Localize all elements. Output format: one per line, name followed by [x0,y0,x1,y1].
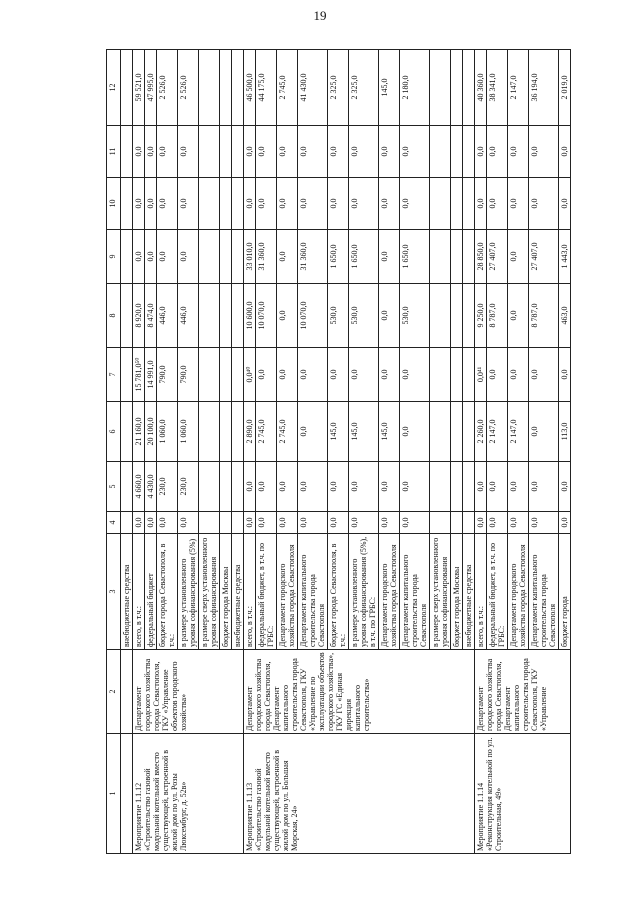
value-cell [451,230,463,284]
value-cell: 0,0 [133,126,145,178]
value-cell [199,402,220,462]
value-cell: 0,0 [487,512,508,534]
column-header: 11 [107,126,121,178]
value-cell: 1 060,0 [178,402,199,462]
value-cell: 0,0 [145,230,157,284]
column-header: 3 [107,534,121,650]
value-cell [199,462,220,512]
value-cell: 0,0 [244,462,256,512]
funding-source-cell: бюджет города Севастополя, в т.ч.: [328,534,349,650]
value-cell: 0,0 [400,402,430,462]
funding-source-cell: бюджет города Москвы [451,534,463,650]
value-cell [232,402,244,462]
value-cell [232,348,244,402]
value-cell [220,402,232,462]
value-cell: 27 407,0 [529,230,559,284]
value-cell: 0,0 [277,178,298,230]
value-cell [199,348,220,402]
value-cell: 2 147,0 [508,402,529,462]
value-cell [232,178,244,230]
value-cell: 2 526,0 [178,50,199,126]
value-cell: 0,0 [400,178,430,230]
value-cell: 0,0 [256,512,277,534]
empty-cell [121,178,133,230]
value-cell: 0,0 [349,462,379,512]
funding-source-cell: всего, в т.ч.: [244,534,256,650]
funding-source-cell: внебюджетные средства [232,534,244,650]
value-cell [430,512,451,534]
value-cell: 1 060,0 [157,402,178,462]
value-cell: 0,0 [277,512,298,534]
value-cell [430,126,451,178]
value-cell: 14 991,0 [145,348,157,402]
budget-table [106,49,571,854]
value-cell: 0,0 [349,512,379,534]
value-cell: 0,0 [298,402,328,462]
funding-source-cell: всего, в т.ч.: [133,534,145,650]
value-cell: 0,0 [328,348,349,402]
value-cell: 113,0 [559,402,571,462]
value-cell: 41 430,0 [298,50,328,126]
value-cell: 0,0 [298,178,328,230]
value-cell: 0,0 [244,178,256,230]
value-cell: 21 160,0 [133,402,145,462]
empty-cell [121,284,133,348]
value-cell: 0,0 [487,126,508,178]
value-cell: 59 521,0 [133,50,145,126]
value-cell: 0,0 [145,512,157,534]
value-cell [232,230,244,284]
executor-cell: Департамент городского хозяйства города Севастополя, Департамент капитального строительства города Севастополя, ГКУ «Управление [475,650,571,734]
empty-cell [121,512,133,534]
value-cell: 2 325,0 [349,50,379,126]
funding-source-cell: федеральный бюджет, в т.ч. по ГРБС: [487,534,508,650]
value-cell: 0,0 [178,178,199,230]
value-cell: 15 781,0⁵⁰ [133,348,145,402]
value-cell [451,178,463,230]
value-cell [451,512,463,534]
value-cell: 0,0 [475,462,487,512]
column-header: 9 [107,230,121,284]
value-cell [463,402,475,462]
value-cell: 0,0 [529,178,559,230]
value-cell [232,50,244,126]
value-cell: 0,0 [508,284,529,348]
value-cell: 2 745,0 [277,402,298,462]
value-cell: 20 100,0 [145,402,157,462]
value-cell: 0,0 [157,512,178,534]
value-cell [232,284,244,348]
column-header: 8 [107,284,121,348]
funding-source-cell: Департамент городского хозяйства города Севастополя [379,534,400,650]
value-cell [220,178,232,230]
value-cell: 0,0 [400,126,430,178]
column-header: 1 [107,734,121,854]
value-cell [430,50,451,126]
value-cell [220,50,232,126]
funding-source-cell: внебюджетные средства [463,534,475,650]
value-cell: 0,0 [379,348,400,402]
funding-source-cell: федеральный бюджет [145,534,157,650]
value-cell: 0,0 [487,178,508,230]
value-cell [451,50,463,126]
continuation-row [121,50,133,854]
value-cell: 0,0 [349,348,379,402]
value-cell: 0,0 [133,512,145,534]
value-cell [451,126,463,178]
empty-cell [121,650,133,734]
funding-source-cell: федеральный бюджет, в т.ч. по ГРБС: [256,534,277,650]
value-cell: 10 070,0 [298,284,328,348]
empty-cell [121,462,133,512]
empty-cell [121,126,133,178]
value-cell: 0,0 [157,178,178,230]
column-header: 4 [107,512,121,534]
value-cell [220,462,232,512]
value-cell: 530,0 [349,284,379,348]
value-cell [463,512,475,534]
value-cell: 0,0 [508,462,529,512]
value-cell [463,348,475,402]
value-cell [199,50,220,126]
value-cell: 2 260,0 [475,402,487,462]
value-cell: 2 890,0 [244,402,256,462]
budget-table-region [106,50,569,854]
value-cell: 0,0 [379,462,400,512]
value-cell: 0,0 [157,230,178,284]
value-cell: 0,0 [178,512,199,534]
value-cell: 0,0 [244,126,256,178]
value-cell [451,284,463,348]
value-cell: 446,0 [157,284,178,348]
value-cell: 0,0 [349,178,379,230]
value-cell: 0,0 [379,284,400,348]
value-cell: 0,0 [379,126,400,178]
value-cell: 0,0 [508,230,529,284]
value-cell [463,126,475,178]
value-cell [232,512,244,534]
value-cell [430,178,451,230]
funding-source-cell: бюджет города Москвы [220,534,232,650]
value-cell: 40 360,0 [475,50,487,126]
value-cell: 10 070,0 [256,284,277,348]
column-header: 12 [107,50,121,126]
value-cell: 0,0 [508,126,529,178]
funding-source-cell: бюджет города [559,534,571,650]
value-cell: 0,0 [328,178,349,230]
value-cell: 0,0 [379,178,400,230]
value-cell: 145,0 [328,402,349,462]
value-cell: 790,0 [178,348,199,402]
value-cell [220,230,232,284]
value-cell [220,126,232,178]
value-cell [463,284,475,348]
funding-source-cell: Департамент капитального строительства города Севастополя [400,534,430,650]
value-cell: 0,0 [298,126,328,178]
value-cell: 0,0 [133,178,145,230]
value-cell: 0,0 [328,512,349,534]
value-cell: 0,0 [508,348,529,402]
value-cell: 0,0 [298,462,328,512]
value-cell: 1 650,0 [400,230,430,284]
value-cell: 8 787,0 [529,284,559,348]
value-cell: 0,0 [256,348,277,402]
value-cell: 0,0 [145,178,157,230]
value-cell [232,462,244,512]
value-cell: 31 360,0 [256,230,277,284]
value-cell: 0,0⁴⁰ [244,348,256,402]
value-cell [451,348,463,402]
value-cell: 0,0 [244,512,256,534]
value-cell: 530,0 [400,284,430,348]
value-cell: 8 474,0 [145,284,157,348]
value-cell [199,230,220,284]
funding-source-cell: в размере установленного уровня софинансирования (5%) [178,534,199,650]
value-cell: 46 500,0 [244,50,256,126]
value-cell: 2 019,0 [559,50,571,126]
value-cell: 47 995,0 [145,50,157,126]
value-cell: 38 341,0 [487,50,508,126]
value-cell: 0,0 [475,178,487,230]
value-cell: 31 360,0 [298,230,328,284]
column-header: 10 [107,178,121,230]
measure-name-cell: Мероприятие 1.1.12 «Строительство газовой модульной котельной вместо существующей, встроенной в жилой дом по ул. Розы Люксембург, д. 52в» [133,734,244,854]
empty-cell [121,230,133,284]
value-cell: 9 250,0 [475,284,487,348]
table-row [244,50,256,854]
value-cell: 0,0 [379,230,400,284]
value-cell: 2 147,0 [508,50,529,126]
rotated-table-container [106,50,569,854]
value-cell: 0,0 [277,126,298,178]
value-cell: 0,0 [400,512,430,534]
value-cell: 0,0 [508,178,529,230]
empty-cell [121,50,133,126]
value-cell: 0,0 [529,462,559,512]
value-cell: 44 175,0 [256,50,277,126]
value-cell: 0,0 [157,126,178,178]
funding-source-cell: бюджет города Севастополя, в т.ч.: [157,534,178,650]
table-row [133,50,145,854]
funding-source-cell: в размере установленного уровня софинансирования (5%), в т.ч. по ГРБС: [349,534,379,650]
value-cell: 0,0 [559,178,571,230]
value-cell: 463,0 [559,284,571,348]
column-header: 6 [107,402,121,462]
value-cell: 2 147,0 [487,402,508,462]
funding-source-cell: в размере сверх установленного уровня софинансирования [430,534,451,650]
value-cell [451,402,463,462]
value-cell: 0,0 [277,462,298,512]
table-row [475,50,487,854]
value-cell [430,284,451,348]
funding-source-cell: Департамент городского хозяйства города Севастополя [277,534,298,650]
value-cell: 530,0 [328,284,349,348]
value-cell: 0,0 [529,126,559,178]
value-cell: 145,0 [379,402,400,462]
funding-source-cell: всего, в т.ч.: [475,534,487,650]
funding-source-cell: Департамент капитального строительства города Севастополя [298,534,328,650]
value-cell: 0,0 [529,512,559,534]
value-cell [220,284,232,348]
value-cell: 0,0 [379,512,400,534]
value-cell: 0,0 [559,462,571,512]
empty-cell [121,734,133,854]
value-cell: 8 787,0 [487,284,508,348]
value-cell [451,462,463,512]
value-cell: 1 650,0 [349,230,379,284]
value-cell [220,348,232,402]
value-cell [199,126,220,178]
value-cell: 230,0 [178,462,199,512]
value-cell: 4 660,0 [133,462,145,512]
page-number: 19 [313,8,327,23]
column-header: 2 [107,650,121,734]
value-cell [232,126,244,178]
value-cell: 0,0⁴¹ [475,348,487,402]
value-cell: 2 745,0 [256,402,277,462]
column-header: 5 [107,462,121,512]
value-cell: 0,0 [559,512,571,534]
value-cell: 0,0 [133,230,145,284]
value-cell: 0,0 [529,402,559,462]
value-cell: 0,0 [277,348,298,402]
value-cell: 0,0 [559,348,571,402]
source-cell: внебюджетные средства [121,534,133,650]
value-cell: 4 430,0 [145,462,157,512]
value-cell [430,462,451,512]
value-cell: 0,0 [475,126,487,178]
value-cell [199,512,220,534]
value-cell: 2 325,0 [328,50,349,126]
funding-source-cell: Департамент капитального строительства города Севастополя [529,534,559,650]
value-cell: 0,0 [508,512,529,534]
funding-source-cell: Департамент городского хозяйства города Севастополя [508,534,529,650]
value-cell: 145,0 [379,50,400,126]
value-cell: 230,0 [157,462,178,512]
value-cell: 790,0 [157,348,178,402]
funding-source-cell: в размере сверх установленного уровня софинансирования [199,534,220,650]
value-cell: 2 526,0 [157,50,178,126]
value-cell: 145,0 [349,402,379,462]
value-cell: 0,0 [349,126,379,178]
value-cell [463,50,475,126]
value-cell: 0,0 [400,348,430,402]
value-cell: 1 443,0 [559,230,571,284]
value-cell: 0,0 [328,126,349,178]
value-cell: 0,0 [487,462,508,512]
value-cell [199,178,220,230]
value-cell [430,402,451,462]
value-cell [199,284,220,348]
measure-name-cell: Мероприятие 1.1.13 «Строительство газовой модульной котельной вместо существующей, встроенной в жилой дом по ул. Большая Морская, 24» [244,734,475,854]
value-cell [220,512,232,534]
value-cell: 0,0 [328,462,349,512]
executor-cell: Департамент городского хозяйства города Севастополя, Департамент капитального строительства города Севастополя, ГКУ «Управление по эксплуатации объектов городского хозяйства», ГКУ ГС «Единая дирекция капитального строительства» [244,650,475,734]
value-cell: 0,0 [400,462,430,512]
empty-cell [121,348,133,402]
value-cell: 2 180,0 [400,50,430,126]
value-cell: 0,0 [475,512,487,534]
value-cell [430,230,451,284]
value-cell [463,178,475,230]
value-cell: 10 600,0 [244,284,256,348]
value-cell: 2 745,0 [277,50,298,126]
value-cell: 0,0 [145,126,157,178]
value-cell [430,348,451,402]
value-cell: 0,0 [256,126,277,178]
value-cell: 0,0 [277,284,298,348]
value-cell: 8 920,0 [133,284,145,348]
value-cell: 0,0 [298,348,328,402]
value-cell: 0,0 [178,230,199,284]
value-cell: 0,0 [529,348,559,402]
value-cell: 0,0 [277,230,298,284]
value-cell: 0,0 [256,178,277,230]
value-cell: 0,0 [559,126,571,178]
column-header: 7 [107,348,121,402]
value-cell: 28 850,0 [475,230,487,284]
column-number-row [107,50,121,854]
value-cell: 446,0 [178,284,199,348]
value-cell: 36 194,0 [529,50,559,126]
empty-cell [121,402,133,462]
value-cell [463,462,475,512]
value-cell [463,230,475,284]
value-cell: 0,0 [256,462,277,512]
value-cell: 1 650,0 [328,230,349,284]
value-cell: 33 010,0 [244,230,256,284]
value-cell: 27 407,0 [487,230,508,284]
value-cell: 0,0 [298,512,328,534]
measure-name-cell: Мероприятие 1.1.14 «Реконструкция котельной по ул. Строительная, 49» [475,734,571,854]
executor-cell: Департамент городского хозяйства города Севастополя, ГКУ «Управление объектов городского хозяйства» [133,650,244,734]
value-cell: 0,0 [487,348,508,402]
value-cell: 0,0 [178,126,199,178]
